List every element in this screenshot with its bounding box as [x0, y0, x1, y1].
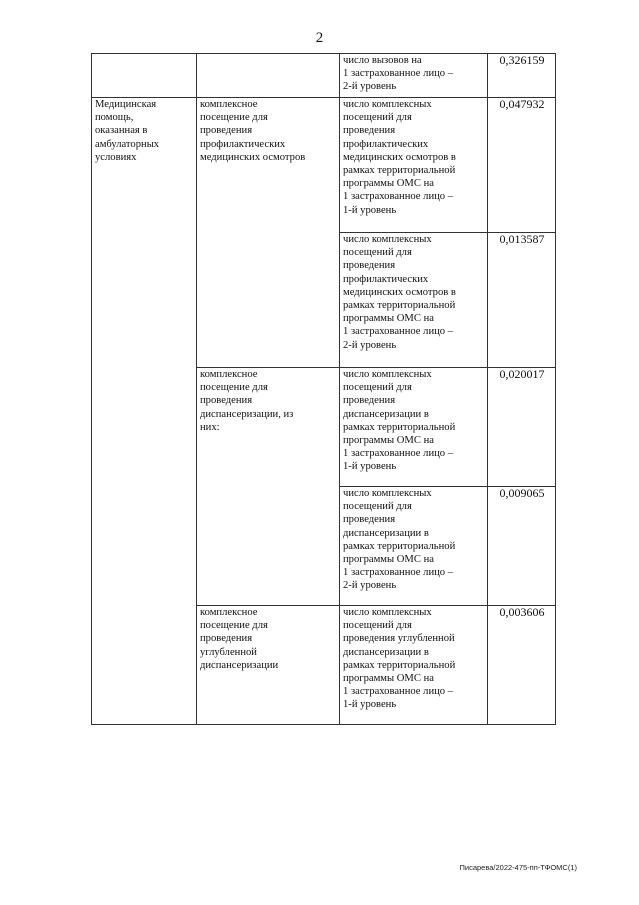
visit-type-text: комплексное посещение для проведения диспансеризации, из них: [200, 369, 294, 433]
value-text: 0,013587 [499, 232, 545, 246]
visit-type-text: комплексное посещение для проведения профилактических медицинских осмотров [200, 99, 306, 163]
visit-type-cell [197, 368, 340, 606]
indicator-cell [340, 487, 488, 606]
value-text: 0,020017 [499, 367, 545, 381]
value-cell [488, 98, 556, 233]
visit-type-cell [197, 606, 340, 725]
value-text: 0,326159 [499, 53, 545, 67]
value-cell [488, 487, 556, 606]
care-type-cell [92, 98, 197, 725]
document-id-footer: Писарева/2022-475-пп-ТФОМС(1) [459, 863, 577, 872]
indicator-cell [340, 368, 488, 487]
value-cell [488, 233, 556, 368]
table-row [92, 54, 556, 98]
indicators-table [91, 53, 556, 725]
indicator-text: число комплексных посещений для проведения диспансеризации в рамках территориальной программы ОМС на 1 застрахованное лицо – 1-й уровень [343, 369, 456, 473]
value-text: 0,047932 [499, 97, 545, 111]
visit-type-text: комплексное посещение для проведения углубленной диспансеризации [200, 607, 279, 671]
indicator-text: число комплексных посещений для проведения углубленной диспансеризации в рамках территориальной программы ОМС на 1 застрахованное лицо – 1-й уровень [343, 607, 456, 711]
value-text: 0,003606 [499, 605, 545, 619]
empty-cell [197, 54, 340, 98]
indicator-cell [340, 233, 488, 368]
indicator-text: число вызовов на 1 застрахованное лицо – 2-й уровень [343, 55, 454, 93]
value-cell [488, 368, 556, 487]
empty-cell [92, 54, 197, 98]
table-row [92, 98, 556, 233]
indicator-cell [340, 606, 488, 725]
indicator-text: число комплексных посещений для проведения диспансеризации в рамках территориальной программы ОМС на 1 застрахованное лицо – 2-й уровень [343, 488, 456, 592]
indicator-text: число комплексных посещений для проведения профилактических медицинских осмотров в рамках территориальной программы ОМС на 1 застрахованное лицо – 2-й уровень [343, 234, 456, 351]
value-cell [488, 54, 556, 98]
indicator-text: число комплексных посещений для проведения профилактических медицинских осмотров в рамках территориальной программы ОМС на 1 застрахованное лицо – 1-й уровень [343, 99, 456, 216]
visit-type-cell [197, 98, 340, 368]
page-number: 2 [315, 30, 324, 46]
care-type-text: Медицинская помощь, оказанная в амбулаторных условиях [95, 99, 160, 163]
indicator-cell [340, 54, 488, 98]
value-text: 0,009065 [499, 486, 545, 500]
value-cell [488, 606, 556, 725]
indicator-cell [340, 98, 488, 233]
